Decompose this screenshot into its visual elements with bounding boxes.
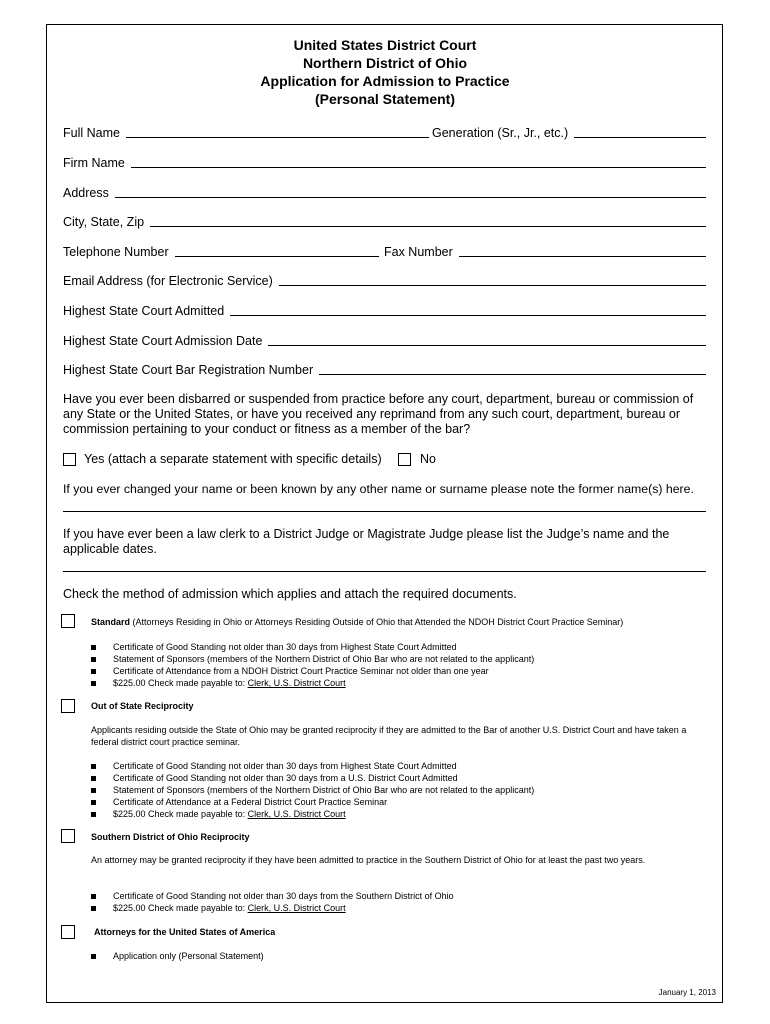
telephone-label: Telephone Number (63, 245, 169, 259)
no-checkbox[interactable] (398, 453, 411, 466)
bullet-icon (91, 645, 96, 650)
standard-requirements (91, 641, 534, 689)
full-name-line[interactable] (126, 137, 429, 138)
list-item: $225.00 Check made payable to: Clerk, U.S. District Court (91, 902, 454, 914)
full-name-label: Full Name (63, 126, 120, 140)
list-item: $225.00 Check made payable to: Clerk, U.S. District Court (91, 677, 534, 689)
list-item: Certificate of Good Standing not older than 30 days from a U.S. District Court Admitted (91, 772, 534, 784)
email-field[interactable] (63, 272, 706, 288)
footer-date: January 1, 2013 (658, 988, 716, 997)
generation-label: Generation (Sr., Jr., etc.) (432, 126, 569, 140)
no-label: No (420, 452, 436, 466)
city-state-zip-label: City, State, Zip (63, 215, 145, 229)
email-line[interactable] (279, 285, 706, 286)
usa-attorneys-checkbox[interactable] (61, 925, 75, 939)
telephone-line[interactable] (175, 256, 379, 257)
law-clerk-question: If you have ever been a law clerk to a District Judge or Magistrate Judge please list the Judge’s name and the applicable dates. (63, 527, 670, 556)
out-of-state-title: Out of State Reciprocity (91, 701, 194, 711)
southern-district-requirements (91, 890, 454, 914)
list-item: Certificate of Good Standing not older than 30 days from Highest State Court Admitted (91, 760, 534, 772)
law-clerk-answer-line[interactable] (63, 571, 706, 572)
name-change-answer-line[interactable] (63, 511, 706, 512)
highest-court-line[interactable] (230, 315, 706, 316)
list-item: Statement of Sponsors (members of the Northern District of Ohio Bar who are not related to the applicant) (91, 653, 534, 665)
bullet-icon (91, 800, 96, 805)
telephone-field[interactable] (63, 243, 379, 259)
standard-title-text: Standard (91, 617, 131, 627)
admission-date-line[interactable] (268, 345, 706, 346)
yes-checkbox[interactable] (63, 453, 76, 466)
admission-date-field[interactable] (63, 332, 706, 348)
list-item: Certificate of Attendance from a NDOH District Court Practice Seminar not older than one year (91, 665, 534, 677)
out-of-state-checkbox[interactable] (61, 699, 75, 713)
disbarment-question: Have you ever been disbarred or suspended from practice before any court, department, bureau or commission of any State or the United States, or have you received any reprimand from any such court, department, bureau or commission pertaining to your conduct or fitness as a member of the bar? (63, 392, 694, 436)
admission-date-label: Highest State Court Admission Date (63, 334, 263, 348)
standard-subtitle: (Attorneys Residing in Ohio or Attorneys Residing Outside of Ohio that Attended the NDOH District Court Practice Seminar) (130, 617, 624, 627)
address-field[interactable] (63, 184, 706, 200)
bullet-icon (91, 894, 96, 899)
email-label: Email Address (for Electronic Service) (63, 274, 273, 288)
list-item: Certificate of Good Standing not older than 30 days from Highest State Court Admitted (91, 641, 534, 653)
city-state-zip-line[interactable] (150, 226, 706, 227)
bullet-icon (91, 906, 96, 911)
southern-district-description: An attorney may be granted reciprocity if they have been admitted to practice in the Southern District of Ohio for at least the past two years. (91, 855, 646, 865)
method-intro: Check the method of admission which applies and attach the required documents. (63, 587, 517, 601)
out-of-state-requirements (91, 760, 534, 820)
southern-district-checkbox[interactable] (61, 829, 75, 843)
bullet-icon (91, 812, 96, 817)
southern-district-title: Southern District of Ohio Reciprocity (91, 832, 250, 842)
usa-attorneys-title: Attorneys for the United States of America (94, 927, 276, 937)
list-item: Application only (Personal Statement) (91, 950, 264, 962)
standard-checkbox[interactable] (61, 614, 75, 628)
city-state-zip-field[interactable] (63, 213, 706, 229)
court-title: United States District Court (293, 37, 477, 53)
form-title: Application for Admission to Practice (260, 73, 510, 89)
yes-label: Yes (attach a separate statement with specific details) (84, 452, 382, 466)
bar-registration-line[interactable] (319, 374, 706, 375)
generation-field[interactable] (432, 124, 706, 140)
bullet-icon (91, 776, 96, 781)
address-line[interactable] (115, 197, 706, 198)
bullet-icon (91, 681, 96, 686)
check-payee: Clerk, U.S. District Court (247, 903, 346, 913)
highest-court-label: Highest State Court Admitted (63, 304, 225, 318)
fax-field[interactable] (384, 243, 706, 259)
generation-line[interactable] (574, 137, 706, 138)
bar-registration-field[interactable] (63, 361, 706, 377)
bullet-icon (91, 788, 96, 793)
list-item: Certificate of Good Standing not older than 30 days from the Southern District of Ohio (91, 890, 454, 902)
list-item: $225.00 Check made payable to: Clerk, U.S. District Court (91, 808, 534, 820)
list-item: Statement of Sponsors (members of the Northern District of Ohio Bar who are not related to the applicant) (91, 784, 534, 796)
out-of-state-description: Applicants residing outside the State of Ohio may be granted reciprocity if they are admitted to the Bar of another U.S. District Court and have taken a federal district court practice seminar. (91, 725, 687, 747)
bullet-icon (91, 764, 96, 769)
check-payee: Clerk, U.S. District Court (247, 678, 346, 688)
bar-registration-label: Highest State Court Bar Registration Number (63, 363, 314, 377)
full-name-field[interactable] (63, 124, 429, 140)
bullet-icon (91, 657, 96, 662)
list-item: Certificate of Attendance at a Federal District Court Practice Seminar (91, 796, 534, 808)
fax-label: Fax Number (384, 245, 453, 259)
usa-attorneys-requirements (91, 950, 264, 962)
firm-name-field[interactable] (63, 154, 706, 170)
bullet-icon (91, 669, 96, 674)
firm-name-label: Firm Name (63, 156, 125, 170)
name-change-question: If you ever changed your name or been known by any other name or surname please note the former name(s) here. (63, 482, 694, 496)
fax-line[interactable] (459, 256, 706, 257)
standard-title (91, 617, 711, 628)
form-subtitle: (Personal Statement) (314, 91, 456, 107)
address-label: Address (63, 186, 109, 200)
highest-court-field[interactable] (63, 302, 706, 318)
bullet-icon (91, 954, 96, 959)
firm-name-line[interactable] (131, 167, 706, 168)
district-title: Northern District of Ohio (302, 55, 468, 71)
check-payee: Clerk, U.S. District Court (247, 809, 346, 819)
